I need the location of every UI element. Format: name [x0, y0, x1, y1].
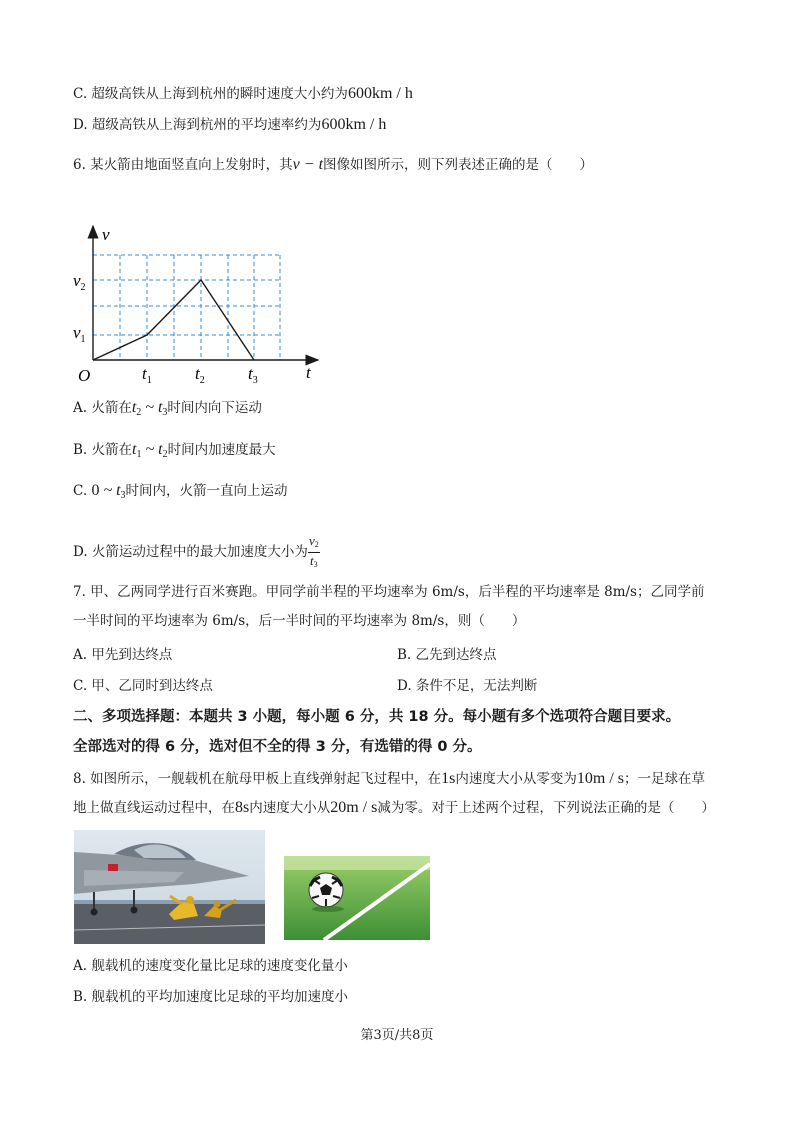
- label-t2: $t_2$: [195, 364, 205, 386]
- q8-option-a: A. 舰载机的速度变化量比足球的速度变化量小: [73, 958, 348, 974]
- label-t3: $t_3$: [248, 364, 258, 386]
- carrier-jet-photo: [74, 830, 265, 944]
- q8-stem-line2: 地上做直线运动过程中，在8s内速度大小从20m / s减为零。对于上述两个过程，下列说法正确的是（ ）: [73, 799, 715, 816]
- q6-option-a: A. 火箭在$t_2$ ~ $t_3$时间内向下运动: [73, 399, 262, 418]
- label-v2: $v_2$: [73, 271, 86, 293]
- label-t1: $t_1$: [142, 364, 152, 386]
- q7-stem-line2: 一半时间的平均速率为 6m/s，后一半时间的平均速率为 8m/s，则（ ）: [73, 613, 526, 629]
- q5-option-c: C. 超级高铁从上海到杭州的瞬时速度大小约为600km / h: [73, 85, 413, 102]
- q6-option-d: D. 火箭运动过程中的最大加速度大小为 $\frac{v_2}{t_3}$: [73, 533, 319, 569]
- soccer-ball-photo: [284, 856, 430, 940]
- q8-stem-line1: 8. 如图所示，一舰载机在航母甲板上直线弹射起飞过程中，在1s内速度大小从零变为10m / s；一足球在草: [73, 770, 706, 787]
- axis-label-t: t: [306, 363, 311, 382]
- grid: [93, 255, 280, 360]
- q7-option-b: B. 乙先到达终点: [397, 647, 497, 663]
- fraction-v2-over-t3: $\frac{v_2}{t_3}$: [308, 533, 319, 569]
- q6-option-c: C. 0 ~ $t_3$时间内，火箭一直向上运动: [73, 482, 288, 501]
- q7-option-c: C. 甲、乙同时到达终点: [73, 678, 213, 694]
- section2-heading-line1: 二、多项选择题：本题共 3 小题，每小题 6 分，共 18 分。每小题有多个选项符合题目要求。: [73, 709, 681, 725]
- section2-heading-line2: 全部选对的得 6 分，选对但不全的得 3 分，有选错的得 0 分。: [73, 739, 482, 755]
- label-v1: $v_1$: [73, 323, 86, 345]
- q8-option-b: B. 舰载机的平均加速度比足球的平均加速度小: [73, 989, 349, 1005]
- axis-label-v: v: [102, 225, 110, 244]
- origin-label: O: [78, 366, 91, 385]
- math-t2-t3: $t_2$ ~ $t_3$: [131, 399, 168, 418]
- q6-stem: 6. 某火箭由地面竖直向上发射时，其v − t图像如图所示，则下列表述正确的是（ ）: [73, 156, 594, 173]
- vt-graph: [70, 220, 330, 390]
- q7-option-a: A. 甲先到达终点: [73, 647, 173, 663]
- math-0-t3: 0 ~ $t_3$: [91, 482, 126, 501]
- math-t1-t2: $t_1$ ~ $t_2$: [132, 441, 168, 460]
- q6-option-b: B. 火箭在$t_1$ ~ $t_2$时间内加速度最大: [73, 441, 276, 460]
- q7-option-d: D. 条件不足，无法判断: [397, 678, 538, 694]
- q7-stem-line1: 7. 甲、乙两同学进行百米赛跑。甲同学前半程的平均速率为 6m/s，后半程的平均速率是 8m/s；乙同学前: [73, 584, 705, 600]
- page-footer: 第3页/共8页: [360, 1028, 434, 1043]
- q5-option-d: D. 超级高铁从上海到杭州的平均速率约为600km / h: [73, 116, 387, 133]
